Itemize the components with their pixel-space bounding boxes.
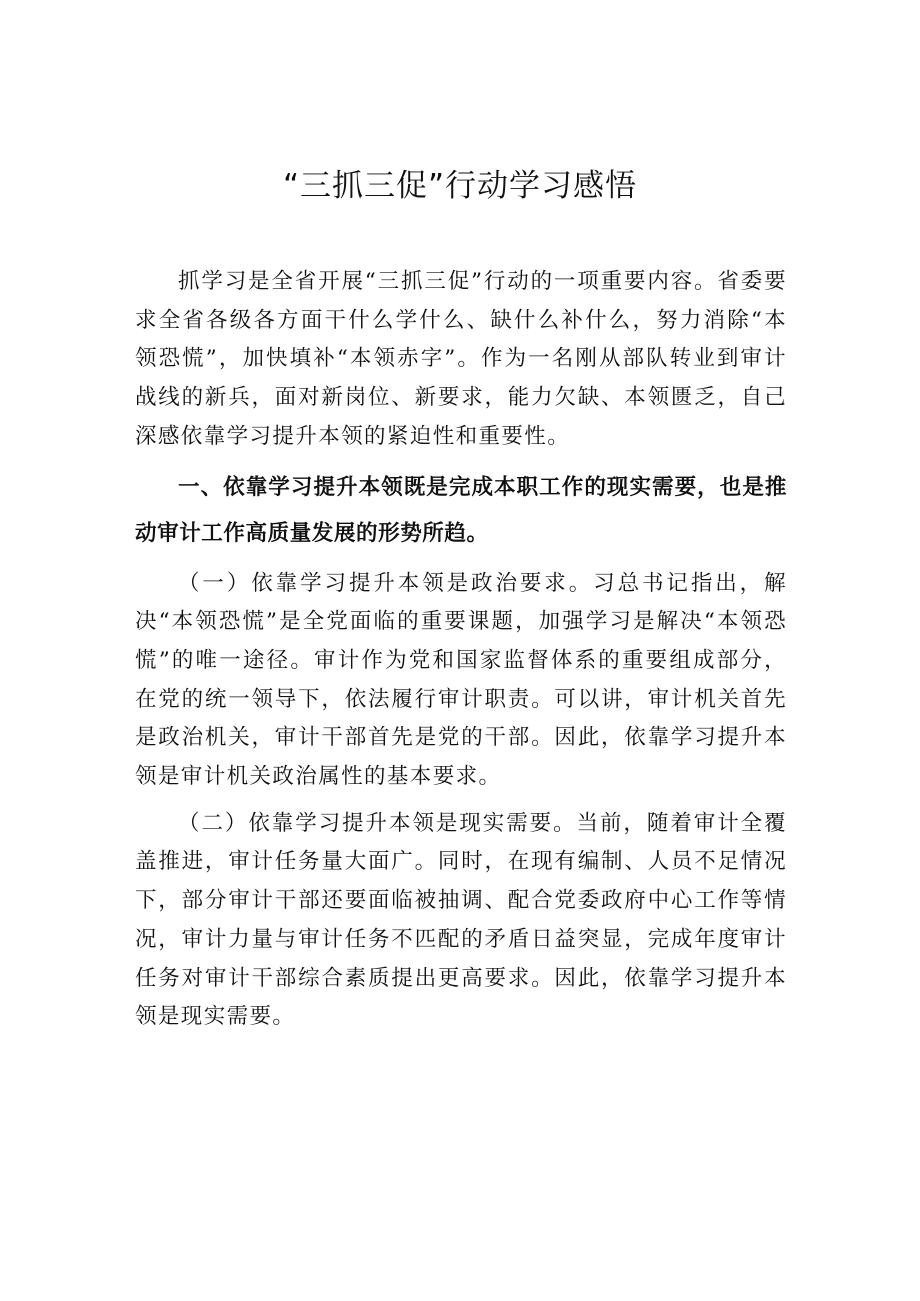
intro-paragraph: 抓学习是全省开展“三抓三促”行动的一项重要内容。省委要求全省各级各方面干什么学什么、缺什么补什么，努力消除“本领恐慌”，加快填补“本领赤字”。作为一名刚从部队转业到审计战线的新兵，面对新岗位、新要求，能力欠缺、本领匮乏，自己深感依靠学习提升本领的紧迫性和重要性。	[135, 269, 787, 449]
subsection-paragraph-1: （一）依靠学习提升本领是政治要求。习总书记指出，解决“本领恐慌”是全党面临的重要课题，加强学习是解决“本领恐慌”的唯一途径。审计作为党和国家监督体系的重要组成部分，在党的统一领导下，依法履行审计职责。可以讲，审计机关首先是政治机关，审计干部首先是党的干部。因此，依靠学习提升本领是审计机关政治属性的基本要求。	[135, 570, 787, 790]
document-body	[135, 263, 787, 1045]
subsection-paragraph-2: （二）依靠学习提升本领是现实需要。当前，随着审计全覆盖推进，审计任务量大面广。同时，在现有编制、人员不足情况下，部分审计干部还要面临被抽调、配合党委政府中心工作等情况，审计力量与审计任务不匹配的矛盾日益突显，完成年度审计任务对审计干部综合素质提出更高要求。因此，依靠学习提升本领是现实需要。	[135, 810, 787, 1030]
document-title: “三抓三促”行动学习感悟	[282, 168, 638, 204]
section-heading-1: 一、依靠学习提升本领既是完成本职工作的现实需要，也是推动审计工作高质量发展的形势所趋。	[135, 474, 787, 546]
